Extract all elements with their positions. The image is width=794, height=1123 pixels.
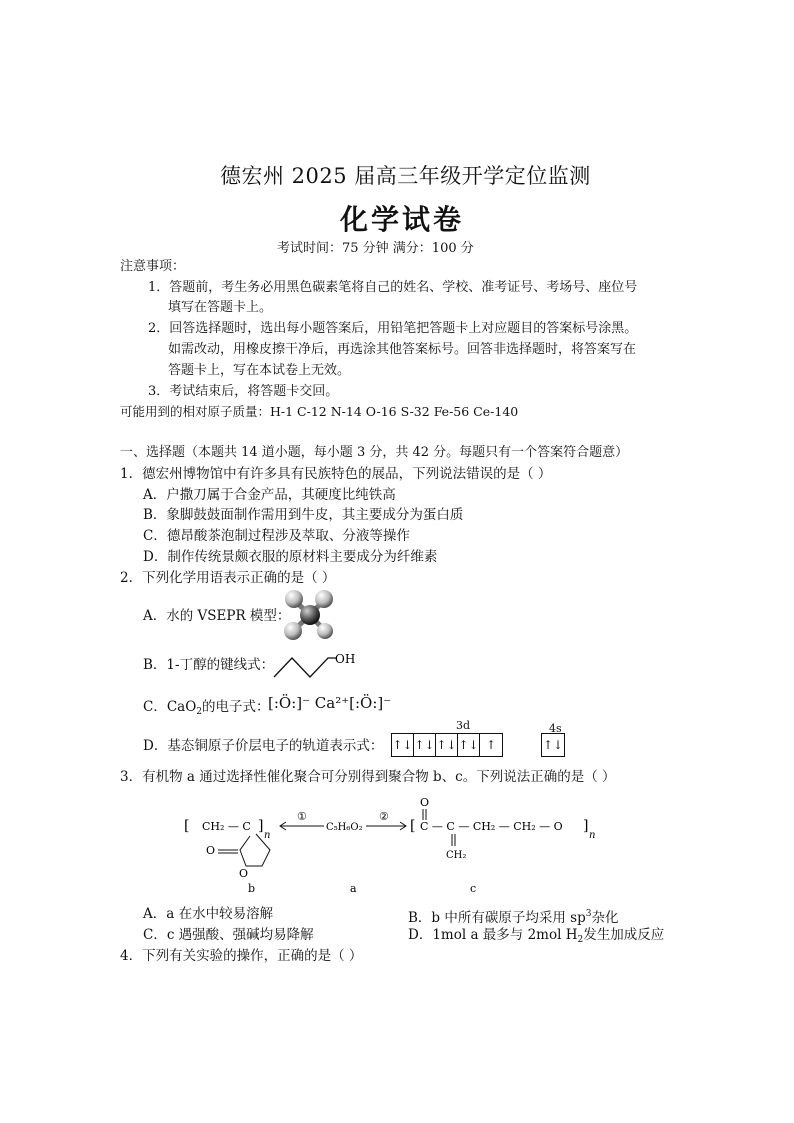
notes-heading: 注意事项： xyxy=(120,259,186,274)
orbital-3d-boxes xyxy=(391,733,503,757)
b-chain: CH₂ — C xyxy=(202,820,251,833)
q4-stem: 4．下列有关实验的操作，正确的是（ ） xyxy=(120,948,363,964)
orbital-3d-box: ↑↓ xyxy=(458,734,480,756)
exam-title: 德宏州 2025 届高三年级开学定位监测 xyxy=(220,164,591,188)
note-line-6: 3．考试结束后，将答题卡交回。 xyxy=(148,384,339,399)
q1-option-d: D．制作传统景颇衣服的原材料主要成分为纤维素 xyxy=(143,549,438,565)
note-line-1: 1．答题前，考生务必用黑色碳素笔将自己的姓名、学校、准考证号、考场号、座位号 xyxy=(148,280,638,295)
q1-option-b: B．象脚鼓鼓面制作需用到牛皮，其主要成分为蛋白质 xyxy=(143,507,464,523)
orbital-3d-label: 3d xyxy=(456,719,471,732)
c-n: n xyxy=(589,830,596,841)
svg-text:]: ] xyxy=(583,818,589,834)
b-carbonyl-o: O xyxy=(206,844,216,857)
orbital-3d-box: ↑ xyxy=(485,738,497,752)
q1-option-c: C．德昂酸茶泡制过程涉及萃取、分液等操作 xyxy=(143,528,410,544)
q3-option-b-sup: 3 xyxy=(585,909,592,919)
q3-option-d xyxy=(408,925,664,950)
q1-stem: 1．德宏州博物馆中有许多具有民族特色的展品，下列说法错误的是（ ） xyxy=(120,466,552,482)
q3-option-d-tail: 发生加成反应 xyxy=(583,927,665,943)
note-line-4: 如需改动，用橡皮擦干净后，再选涂其他答案标号。回答非选择题时，将答案写在 xyxy=(168,342,637,357)
c-chain: C — C — CH₂ — CH₂ — O xyxy=(420,820,563,833)
step-1-label: ① xyxy=(297,810,307,823)
svg-text:]: ] xyxy=(258,818,264,834)
butanol-oh-label: OH xyxy=(335,652,356,666)
label-b: b xyxy=(248,882,256,895)
butanol-skeletal-formula xyxy=(272,650,362,680)
reaction-scheme xyxy=(180,792,610,900)
label-c: c xyxy=(470,882,477,895)
q1-option-a: A．户撒刀属于合金产品，其硬度比纯铁高 xyxy=(143,487,396,503)
q2-option-c-text: C．CaO xyxy=(143,699,197,715)
q3-option-d-sub: 2 xyxy=(577,935,584,945)
note-line-5: 答题卡上，写在本试卷上无效。 xyxy=(168,363,351,378)
svg-text:[: [ xyxy=(410,818,416,834)
q2-option-a: A．水的 VSEPR 模型： xyxy=(143,608,291,624)
orbital-4s-boxes xyxy=(541,733,565,757)
orbital-4s-label: 4s xyxy=(549,722,562,735)
svg-text:[: [ xyxy=(184,818,190,834)
note-line-3: 2．回答选择题时，选出每小题答案后，用铅笔把答题卡上对应题目的答案标号涂黑。 xyxy=(148,321,638,336)
q3-stem: 3．有机物 a 通过选择性催化聚合可分别得到聚合物 b、c。下列说法正确的是（ ） xyxy=(120,769,616,785)
step-2-label: ② xyxy=(379,810,389,823)
orbital-4s-box: ↑↓ xyxy=(542,738,564,752)
atomic-masses: 可能用到的相对原子质量：H-1 C-12 N-14 O-16 S-32 Fe-56 Ce-140 xyxy=(120,404,519,419)
q2-option-c xyxy=(143,697,270,722)
q3-option-b-tail: 杂化 xyxy=(591,910,619,926)
q3-option-c: C．c 遇强酸、强碱均易降解 xyxy=(143,927,314,943)
orbital-3d-box: ↑↓ xyxy=(436,734,458,756)
q2-option-c-tail: 的电子式： xyxy=(202,699,270,715)
c-ch2: CH₂ xyxy=(446,850,467,861)
a-formula: C₅H₆O₂ xyxy=(326,822,363,833)
cao2-electron-formula: [:Ö:]⁻ Ca²⁺[:Ö:]⁻ xyxy=(268,694,392,712)
q3-option-d-text: D．1mol a 最多与 2mol H xyxy=(408,927,578,943)
b-n: n xyxy=(264,830,271,841)
q3-option-b-text: B．b 中所有碳原子均采用 sp xyxy=(408,910,586,926)
q2-stem: 2．下列化学用语表示正确的是（ ） xyxy=(120,570,336,586)
label-a: a xyxy=(350,882,357,895)
c-carbonyl-o: O xyxy=(420,796,430,809)
vsepr-model-image xyxy=(280,588,340,642)
orbital-3d-box: ↑↓ xyxy=(414,734,436,756)
exam-info: 考试时间：75 分钟 满分：100 分 xyxy=(277,241,474,256)
b-ring-o: O xyxy=(239,867,249,880)
section-heading: 一、选择题（本题共 14 道小题，每小题 3 分，共 42 分。每题只有一个答案符合题意） xyxy=(120,445,629,460)
subject-title: 化学试卷 xyxy=(340,203,465,236)
orbital-3d-box: ↑↓ xyxy=(392,734,414,756)
note-line-2: 填写在答题卡上。 xyxy=(168,300,273,315)
q3-option-a: A．a 在水中较易溶解 xyxy=(143,906,274,922)
q2-option-b: B．1-丁醇的键线式： xyxy=(143,657,275,673)
q2-option-c-sub: 2 xyxy=(196,707,203,717)
q2-option-d: D．基态铜原子价层电子的轨道表示式： xyxy=(143,738,384,754)
